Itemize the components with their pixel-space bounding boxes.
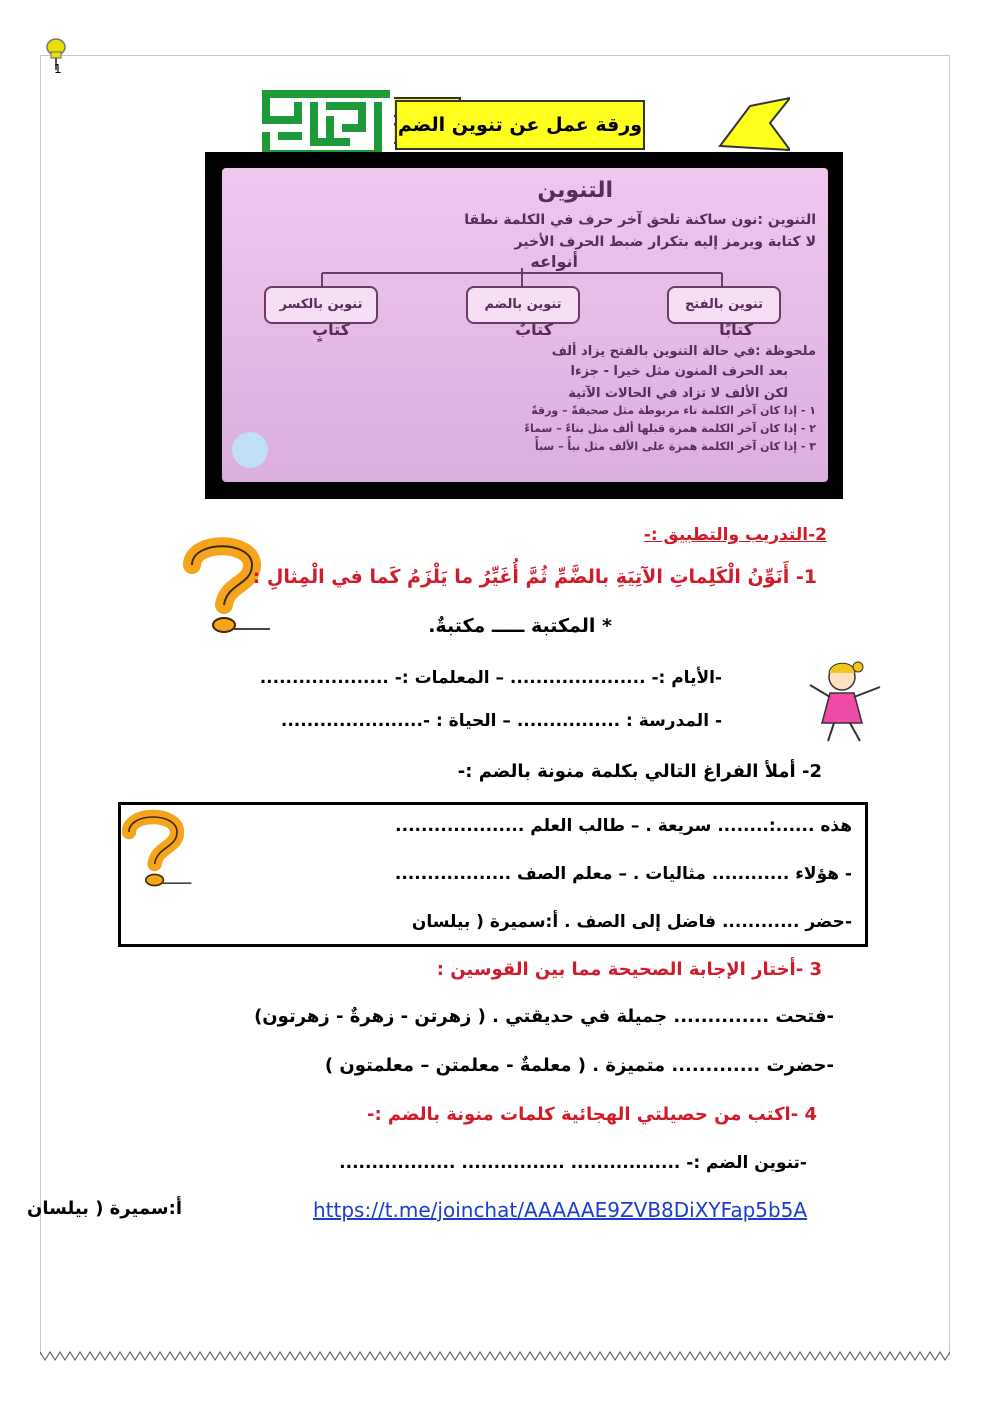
q4-line-1: -تنوين الضم :- ................. ................ .................. — [339, 1153, 807, 1173]
q1-example: * المكتبة ـــــ مكتبةٌ. — [428, 615, 612, 637]
footer-author: أ:سميرة ( بيلسان — [27, 1198, 182, 1219]
q1-line-1: -الأيام :- ..................... – المعلمات :- .................... — [259, 668, 722, 688]
page-number: 1 — [54, 62, 62, 76]
type-box-kasr: تنوين بالكسر — [264, 286, 378, 324]
kufic-logo-samira-bilsan — [258, 86, 394, 162]
question-mark-icon-2 — [113, 798, 193, 898]
q3-line-2: -حضرت ............. متميزة . ( معلمةٌ - معلمتن – معلمتون ) — [324, 1055, 834, 1076]
q3-line-1: -فتحت .............. جميلة في حديقتي . ( زهرتن - زهرةٌ - زهرتون) — [254, 1006, 834, 1027]
infographic-rule-1: ١ - إذا كان آخر الكلمة تاء مربوطة مثل صحيفةً – ورقةً — [531, 404, 816, 417]
infographic-rule-3: ٣ - إذا كان آخر الكلمة همزة على الألف مثل نبأً – سبأً — [534, 440, 816, 453]
telegram-link[interactable]: https://t.me/joinchat/AAAAAE9ZVB8DiXYFap5b5A — [313, 1198, 808, 1222]
q2-instruction-text: 2- أملأ الفراغ التالي بكلمة منونة بالضم :- — [457, 761, 822, 782]
q4-instruction: 4 -اكتب من حصيلتي الهجائية كلمات منونة بالضم :- — [366, 1104, 817, 1125]
worksheet-title: ورقة عمل عن تنوين الضم — [395, 100, 645, 150]
section-title: 2-التدريب والتطبيق :- — [643, 525, 827, 545]
infographic-title: التنوين — [537, 178, 613, 203]
q2-instruction — [458, 761, 822, 782]
infographic-note-line1: ملحوظة :في حالة التنوين بالفتح يزاد ألف — [551, 344, 816, 359]
q2-line-3: -حضر ............ فاضل إلى الصف . أ:سميرة ( بيلسان — [411, 912, 852, 932]
infographic-note-line2: بعد الحرف المنون مثل خيرا - جزءا — [570, 364, 788, 379]
infographic-definition-line1: التنوين :نون ساكنة تلحق آخر حرف في الكلمة نطقا — [464, 212, 816, 228]
q1-instruction: 1- أَنَوِّنُ الْكَلِماتِ الآتِيَةِ بالضَّمِّ ثُمَّ أُغَيِّرُ ما يَلْزَمُ كَما في الْمِثالِ : — [252, 566, 817, 588]
example-damm: كتابٌ — [515, 320, 553, 339]
example-kasr: كتابٍ — [312, 320, 350, 339]
girl-cartoon-icon — [800, 655, 890, 745]
infographic-types-heading: أنواعه — [530, 252, 578, 271]
infographic-definition-line2: لا كتابة ويرمز إليه بتكرار ضبط الحرف الأخير — [514, 234, 816, 250]
q1-line-2: - المدرسة : ................ – الحياة : -...................... — [280, 711, 722, 731]
q2-line-1: هذه ......:........ سريعة . – طالب العلم .................... — [395, 816, 852, 836]
infographic-rule-2: ٢ - إذا كان آخر الكلمة همزة قبلها ألف مثل بناءً – سماءً — [524, 422, 816, 435]
infographic-badge-icon — [232, 432, 268, 468]
infographic-exception-heading: لكن الألف لا تزاد في الحالات الآتية — [568, 386, 788, 401]
example-fath: كتابًا — [719, 320, 753, 339]
type-box-fath: تنوين بالفتح — [667, 286, 781, 324]
type-box-damm: تنوين بالضم — [466, 286, 580, 324]
q2-line-2: - هؤلاء ............ مثاليات . – معلم الصف .................. — [394, 864, 852, 884]
tanween-infographic — [222, 168, 828, 482]
page-bottom-zigzag-border — [40, 1350, 950, 1364]
q3-instruction: 3 -أختار الإجابة الصحيحة مما بين القوسين : — [436, 959, 822, 980]
